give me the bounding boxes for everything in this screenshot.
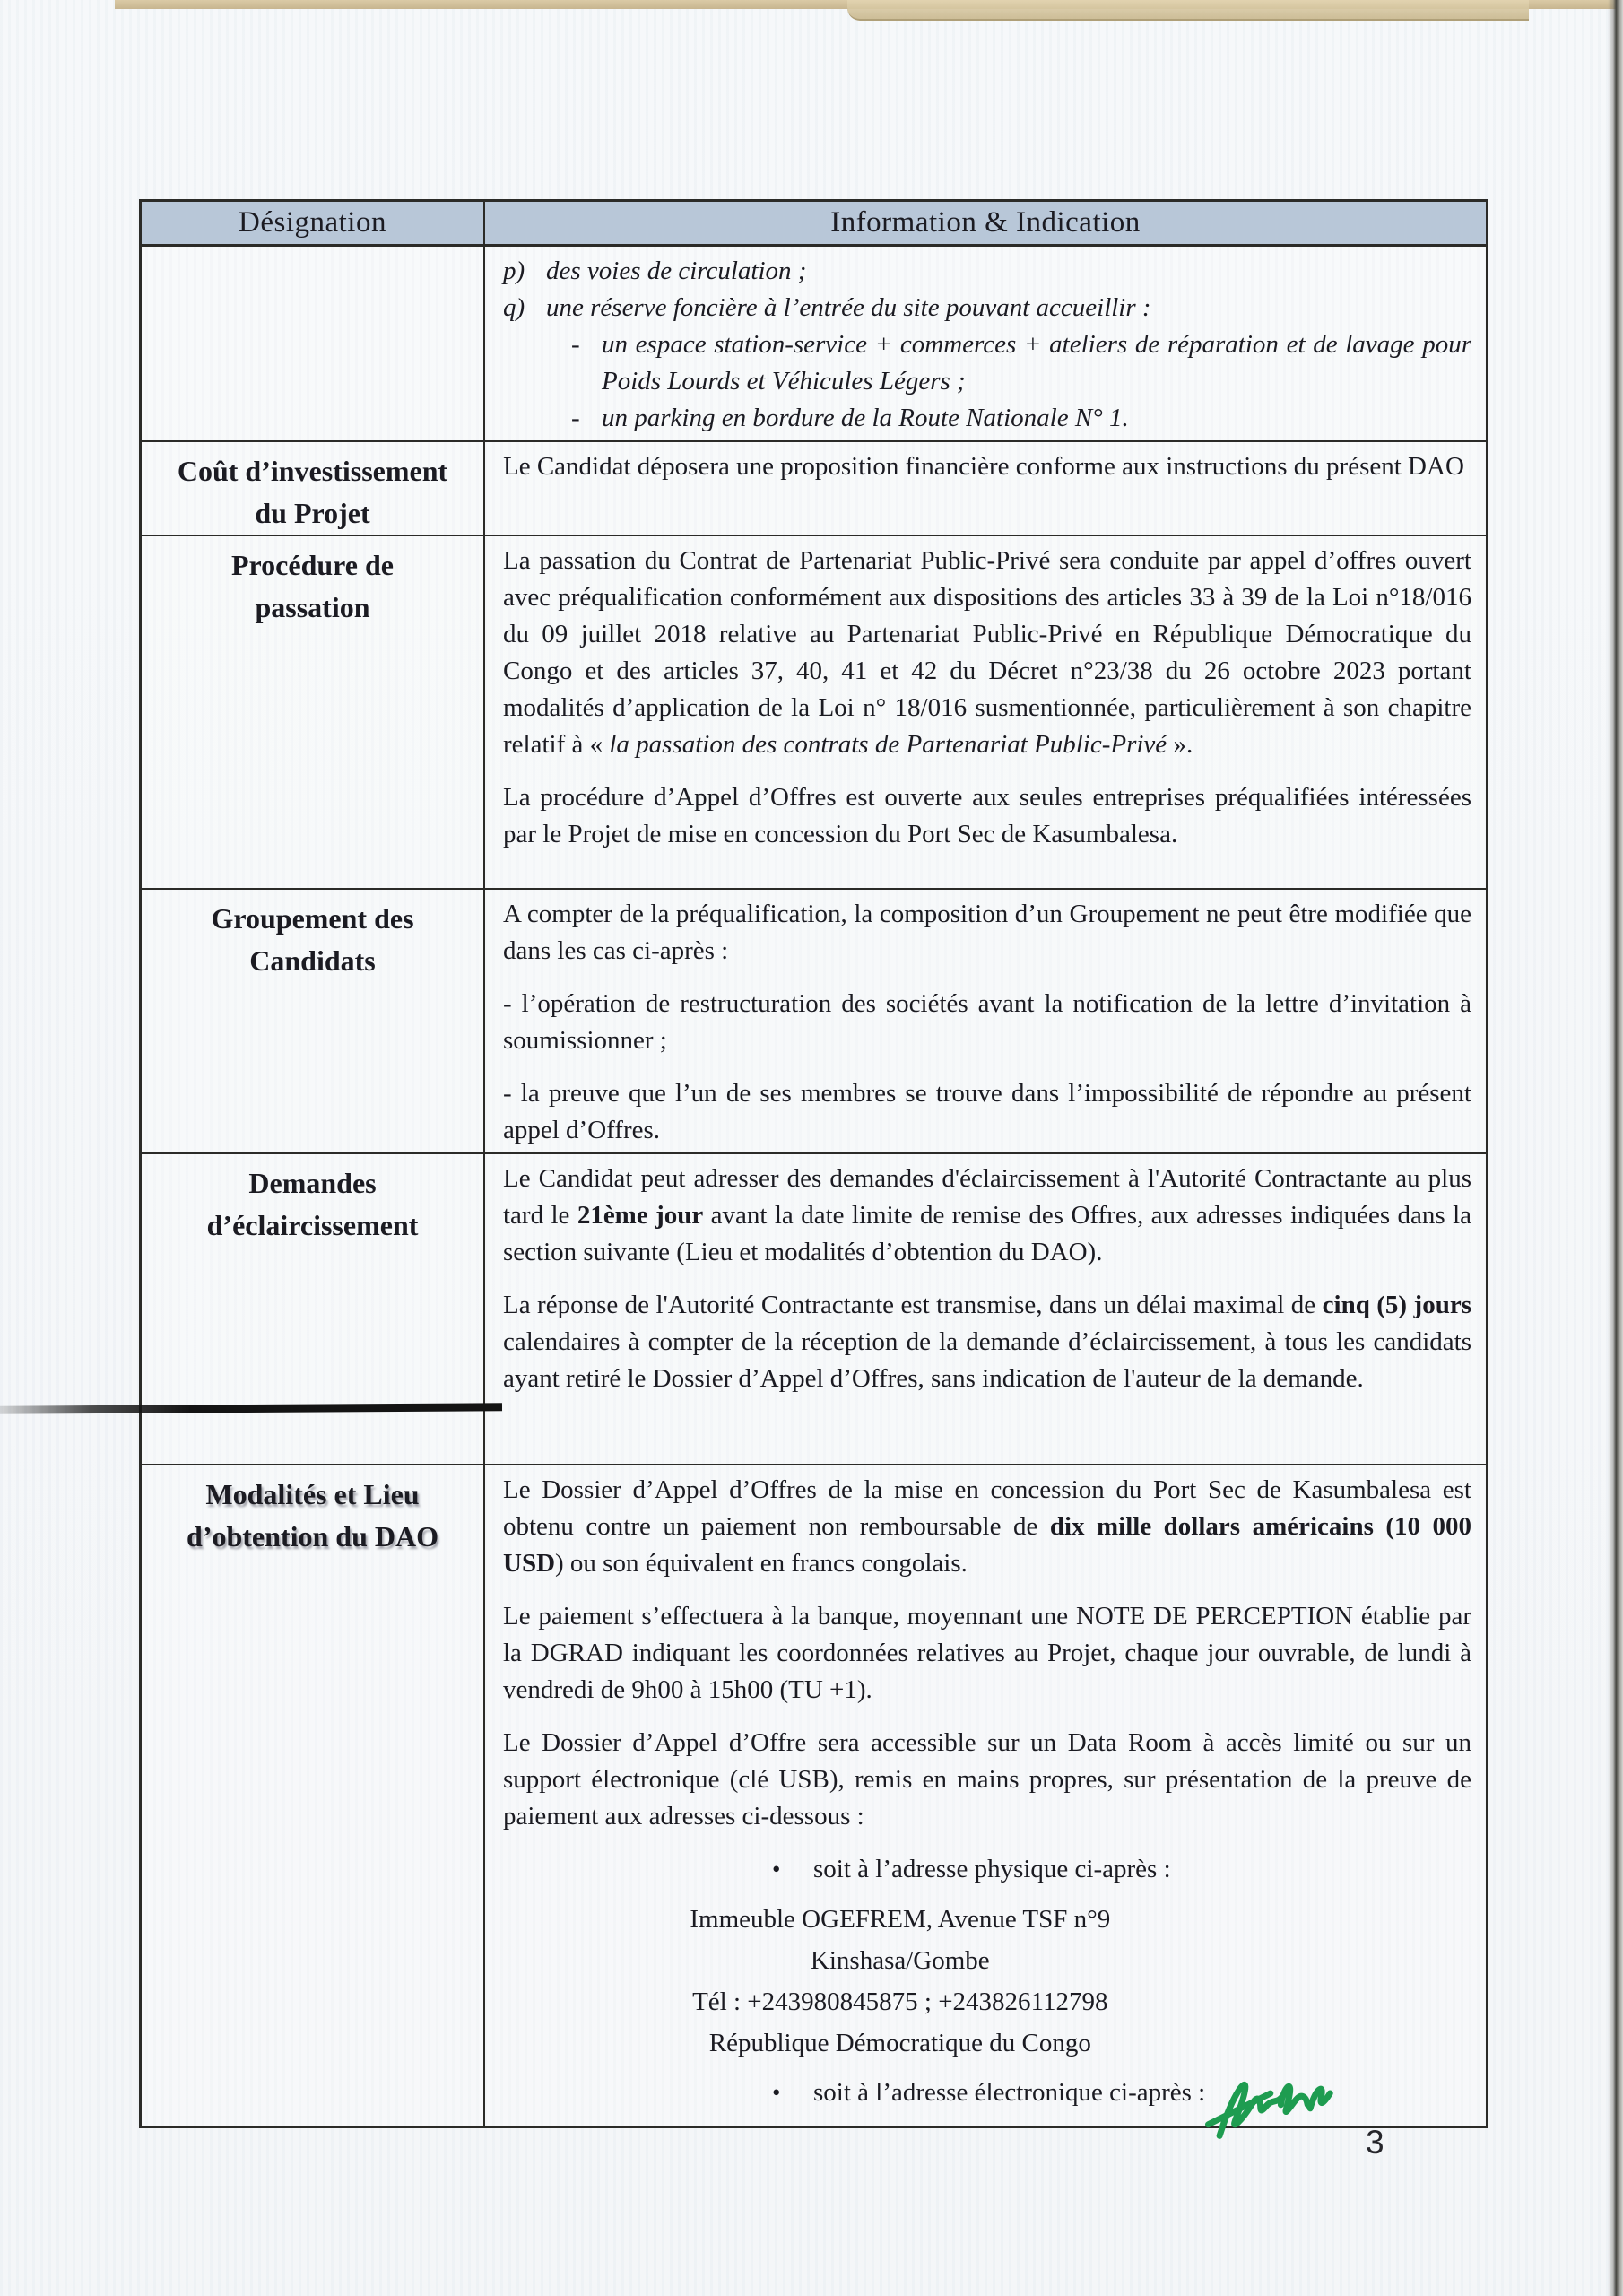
row-label [142,1465,485,2126]
content-block [503,1598,1471,1709]
text-segment: calendaires à compter de la réception de la demande d’éclaircissement, à tous les candidats ayant retiré le Dossier d’Appel d’Offres, sans indication de l'auteur de la demande. [503,1327,1471,1393]
text-segment: La procédure d’Appel d’Offres est ouverte aux seules entreprises préqualifiées intéressées par le Projet de mise en concession du Port Sec de Kasumbalesa. [503,783,1471,848]
row-content [485,536,1486,888]
handwritten-signature [1195,2049,1349,2156]
content-block [503,896,1471,970]
row-label-line: Candidats [249,944,376,977]
content-block [503,253,1471,290]
text-segment: - l’opération de restructuration des sociétés avant la notification de la lettre d’invitation à soumissionner ; [503,989,1471,1055]
header-designation: Désignation [142,202,485,244]
text-segment: soit à l’adresse physique ci-après : [813,1855,1171,1883]
row-label [142,247,485,440]
list-marker: - [571,404,580,432]
content-block [503,1287,1471,1397]
table-row [142,1464,1486,2126]
text-segment: un parking en bordure de la Route Nationale N° 1. [602,404,1129,432]
content-block [772,2074,1471,2111]
content-block [503,543,1471,763]
row-label-line: Coût d’investissement [177,455,448,487]
text-segment: Tél : +243980845875 ; +243826112798 [692,1987,1108,2016]
text-segment: ». [1167,730,1193,759]
row-label-line: Groupement des [211,902,414,935]
content-block [503,290,1471,326]
text-segment: Le Dossier d’Appel d’Offre sera accessible sur un Data Room à accès limité ou sur un support électronique (clé USB), remis en mains propres, sur présentation de la preuve de paiement aux adresses ci-dessous : [503,1728,1471,1831]
text-segment: Kinshasa/Gombe [810,1946,990,1975]
table-row [142,440,1486,535]
row-label-line: passation [255,591,370,623]
address-line [503,1940,1298,1981]
row-label [142,890,485,1152]
bullet-text [813,1851,1171,1888]
row-content [485,1465,1486,2126]
list-marker: q) [503,293,525,322]
text-segment: La réponse de l'Autorité Contractante est transmise, dans un délai maximal de [503,1291,1323,1319]
content-block [503,1725,1471,1835]
address-line [503,1899,1298,1940]
address-line [503,2022,1298,2064]
row-label-line: Procédure de [231,549,394,581]
content-block [503,448,1471,485]
text-segment: République Démocratique du Congo [708,2029,1091,2057]
row-label-line: Modalités et Lieu [205,1478,420,1510]
text-segment: des voies de circulation ; [546,257,807,285]
content-block [503,986,1471,1059]
page-right-edge-shadow [1608,0,1623,2296]
content-block [571,326,1471,400]
text-segment: A compter de la préqualification, la composition d’un Groupement ne peut être modifiée que dans les cas ci-après : [503,900,1471,965]
text-segment: une réserve foncière à l’entrée du site pouvant accueillir : [546,293,1151,322]
row-content [485,890,1486,1152]
content-block [503,1161,1471,1271]
text-segment: Immeuble OGEFREM, Avenue TSF n°9 [690,1905,1111,1934]
text-segment: 21ème jour [577,1201,704,1230]
row-label [142,536,485,888]
row-label-line: d’obtention du DAO [187,1520,438,1552]
row-label-line: Demandes [248,1167,377,1199]
text-segment: cinq (5) jours [1322,1291,1471,1319]
list-item-text [546,253,1471,290]
content-block [503,1075,1471,1149]
text-segment: Le Candidat déposera une proposition financière conforme aux instructions du présent DAO [503,452,1464,481]
header-information-indication: Information & Indication [830,206,1141,239]
text-segment: la passation des contrats de Partenariat Public-Privé [609,730,1167,759]
bullet-icon: • [772,2079,781,2106]
row-label-line: du Projet [255,497,370,529]
row-content [485,442,1486,535]
content-block [772,1851,1471,1888]
bullet-text [813,2074,1205,2111]
list-item-text [602,326,1471,400]
row-label [142,442,485,535]
list-item-text [546,290,1471,326]
text-segment: Le paiement s’effectuera à la banque, moyennant une NOTE DE PERCEPTION établie par la DGRAD indiquant les coordonnées relatives au Projet, chaque jour ouvrable, de lundi à vendredi de 9h00 à 15h00 (TU +1). [503,1602,1471,1704]
content-block [571,400,1471,437]
text-segment: ) ou son équivalent en francs congolais. [555,1549,968,1578]
table-row [142,535,1486,888]
text-segment: La passation du Contrat de Partenariat Public-Privé sera conduite par appel d’offres ouvert avec préqualification conformément aux dispositions des articles 33 à 39 de la Loi n°18/016 du 09 juillet 2018 relative au Partenariat Public-Privé en République Démocratique du Congo et des articles 37, 40, 41 et 42 du Décret n°23/38 du 26 octobre 2023 portant modalités d’application de la Loi n° 18/016 susmentionnée, particulièrement à son chapitre relatif à « [503,546,1471,759]
row-content [485,1154,1486,1464]
table-header-row [142,202,1486,247]
text-segment: un espace station-service + commerces + ateliers de réparation et de lavage pour Poids Lourds et Véhicules Légers ; [602,330,1471,396]
dao-info-table [139,199,1488,2128]
text-segment: avant la date limite de remise des Offres, aux adresses indiquées dans la section suivante (Lieu et modalités d’obtention du DAO). [503,1201,1472,1266]
row-label-line: d’éclaircissement [206,1209,419,1241]
address-line [503,1981,1298,2022]
text-segment: - la preuve que l’un de ses membres se trouve dans l’impossibilité de répondre au présent appel d’Offres. [503,1079,1471,1144]
text-segment: soit à l’adresse électronique ci-après : [813,2078,1206,2107]
page-number: 3 [1366,2124,1384,2161]
content-block [503,779,1471,853]
row-content [485,247,1486,440]
bullet-icon: • [772,1856,781,1883]
table-row [142,888,1486,1152]
content-block [503,1472,1471,1582]
row-label [142,1154,485,1464]
text-segment: Le Candidat peut adresser des demandes d'éclaircissement à l'Autorité Contractante au plus tard le [503,1164,1471,1230]
table-body [142,247,1486,2126]
table-row [142,1152,1486,1464]
table-row [142,247,1486,440]
list-marker: p) [503,257,525,285]
list-item-text [602,400,1471,437]
text-segment: Le Dossier d’Appel d’Offres de la mise en concession du Port Sec de Kasumbalesa est obtenu contre un paiement non remboursable de [503,1475,1471,1541]
scanner-edge-artifact [847,0,1529,21]
list-marker: - [571,330,580,359]
text-segment: dix mille dollars américains (10 000 USD [503,1512,1472,1578]
